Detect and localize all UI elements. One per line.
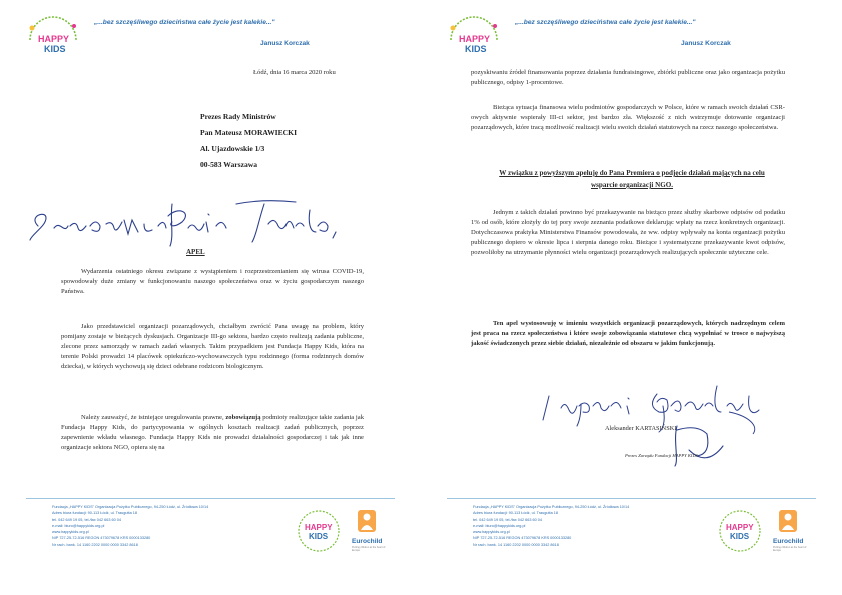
- eurochild-tagline: Putting children at the heart of Europe: [352, 546, 386, 552]
- footer-happy-kids-logo: [296, 508, 342, 554]
- paragraph-3-text-b: podmioty realizujące takie zadania jak Fundacja Happy Kids, do partycypowania w ogólnych kosztach realizacji zadań publicznych, poprzez zapewnienie wkładu własnego. Fundacja Happy Kids nie prowadzi działalności gospodarczej i tak jak inne organizacje sektora NGO, opiera się na: [61, 414, 364, 452]
- p2-paragraph-3: Jednym z takich działań powinno być przekazywanie na bieżąco przez służby skarbowe odpisów od podatku 1% od osób, które złożyły do tej pory swoje zeznania podatkowe deklarując wpłaty na rzecz konkretnych organizacji. Dotychczasowa praktyka Ministerstwa Finansów powodowała, że ww. odpisy wpływały na konta organizacji pożytku publicznego dopiero w okresie lipca i sierpnia danego roku. Bieżące i systematyczne przekazywanie kwot odpisów, pozwoliłoby na utrzymanie płynności wielu organizacji pozarządowych realizujących społecznie użyteczne cele.: [471, 209, 785, 257]
- footer-line-3: tel. 042 649 19 05, tel./fax 042 663 60 04: [473, 517, 543, 522]
- paragraph-1: Wydarzenia ostatniego okresu związane z wystąpieniem i rozprzestrzenianiem się wirusa COVID-19, spowodowały duże zmiany w funkcjonowaniu naszego społeczeństwa oraz w życiu gospodarczym naszego Państwa.: [61, 268, 364, 296]
- recipient-line-1: Prezes Rady Ministrów: [200, 112, 276, 121]
- header-motto: „...bez szczęśliwego dzieciństwa całe życie jest kalekie...": [94, 19, 275, 26]
- letter-page-2: [421, 0, 842, 595]
- footer-line-1: Fundacja „HAPPY KIDS" Organizacja Pożytku Publicznego, 94-250 Łódź, ul. Źródłowa 10/14: [52, 505, 209, 509]
- svg-text:KIDS: KIDS: [465, 44, 487, 54]
- svg-text:KIDS: KIDS: [730, 532, 750, 541]
- eurochild-name: Eurochild: [352, 538, 383, 545]
- appeal-title: APEL: [186, 248, 205, 256]
- header-author: Janusz Korczak: [260, 40, 310, 47]
- eurochild-tagline: Putting children at the heart of Europe: [773, 546, 807, 552]
- svg-text:HAPPY: HAPPY: [305, 523, 333, 532]
- footer-line-4: e-mail: biuro@happykids.org.pl: [473, 523, 526, 528]
- footer-line-6: NIP 727-25-72-516 REGON 473079678 KRS 0000133280: [473, 536, 572, 541]
- paragraph-3: [61, 413, 364, 453]
- p2-paragraph-4: Ten apel wystosowuję w imieniu wszystkich organizacji pozarządowych, których nadrzędnym celem jest praca na rzecz społeczeństwa i które swoje zobowiązania statutowe chcą wypełniać w trosce o najwyższą jakość świadczonych przez siebie działań, niezależnie od obszaru w jakim funkcjonują.: [471, 320, 785, 348]
- eurochild-logo: [773, 508, 813, 554]
- footer-happy-kids-logo: [717, 508, 763, 554]
- footer-line-5: www.happykids.org.pl: [52, 530, 89, 535]
- recipient-line-3: Al. Ujazdowskie 1/3: [200, 144, 265, 153]
- footer-contact: [52, 504, 292, 548]
- footer-line-6: NIP 727-25-72-516 REGON 473079678 KRS 0000133280: [52, 536, 151, 541]
- footer-contact: [473, 504, 713, 548]
- p2-paragraph-1: pozyskiwaniu źródeł finansowania poprzez działania fundraisingowe, zbiórki publiczne oraz jako organizacja pożytku publicznego, odpisy 1-procentowe.: [471, 69, 785, 87]
- svg-text:HAPPY: HAPPY: [38, 34, 70, 44]
- eurochild-logo: [352, 508, 392, 554]
- letter-date: Łódź, dnia 16 marca 2020 roku: [253, 69, 336, 76]
- svg-text:KIDS: KIDS: [44, 44, 66, 54]
- recipient-line-4: 00-583 Warszawa: [200, 160, 258, 169]
- happy-kids-logo: [445, 14, 503, 58]
- eurochild-mark-icon: [777, 508, 799, 534]
- paragraph-2: Jako przedstawiciel organizacji pozarządowych, chciałbym zwrócić Pana uwagę na problem, który pomijany zostaje w bieżących dyskusjach. Organizacje III-go sektora, bardzo często realizują zadania publiczne, zlecone przez samorządy w ramach zadań własnych. Takim przypadkiem jest Fundacja Happy Kids, która na terenie Polski prowadzi 14 placówek opiekuńczo-wychowawczych typu rodzinnego (forma rodzinnych domów dziecka), w których wychowują się dzieci odebrane rodzicom biologicznym.: [61, 323, 364, 371]
- paragraph-3-emphasis: zobowiązują: [225, 414, 261, 421]
- footer-line-4: e-mail: biuro@happykids.org.pl: [52, 523, 105, 528]
- paragraph-3-text-a: Należy zauważyć, że istniejące uregulowania prawne,: [81, 414, 226, 421]
- svg-text:KIDS: KIDS: [309, 532, 329, 541]
- handwritten-signature: [669, 420, 729, 470]
- p2-heading: W związku z powyższym apeluję do Pana Premiera o podjęcie działań mających na celu wsparcie organizacji NGO.: [499, 169, 765, 189]
- svg-text:HAPPY: HAPPY: [459, 34, 491, 44]
- footer-line-2: Adres biura fundacji: 90-113 Łódź, ul. Traugutta 18: [473, 511, 558, 516]
- header-author: Janusz Korczak: [681, 40, 731, 47]
- footer-line-7: Nr rach. bank. 14 1160 2202 0000 0000 3342 8618: [473, 542, 559, 547]
- signer-name: Aleksander KARTASIŃSKI: [605, 425, 677, 432]
- footer-line-5: www.happykids.org.pl: [473, 530, 510, 535]
- footer-line-3: tel. 042 649 19 05, tel./fax 042 663 60 04: [52, 517, 122, 522]
- eurochild-name: Eurochild: [773, 538, 804, 545]
- footer-divider: [447, 498, 816, 499]
- signer-role: Prezes Zarządu Fundacji HAPPY KIDS: [625, 453, 699, 458]
- footer-line-1: Fundacja „HAPPY KIDS" Organizacja Pożytku Publicznego, 94-250 Łódź, ul. Źródłowa 10/14: [473, 505, 630, 509]
- p2-paragraph-2: Bieżąca sytuacja finansowa wielu podmiotów gospodarczych w Polsce, które w ramach swoich działań CSR-owych aktywnie wspierały III-ci sektor, jest bardzo zła. Większość z nich wstrzymuje dotowanie organizacji pozarządowych, które tracą możliwość realizacji wielu swoich działań statutowych na rzecz naszego społeczeństwa.: [471, 104, 785, 132]
- footer-line-7: Nr rach. bank. 14 1160 2202 0000 0000 3342 8618: [52, 542, 138, 547]
- handwritten-salutation: [24, 196, 354, 256]
- svg-text:HAPPY: HAPPY: [726, 523, 754, 532]
- footer-divider: [26, 498, 395, 499]
- eurochild-mark-icon: [356, 508, 378, 534]
- happy-kids-logo: [24, 14, 82, 58]
- header-motto: „...bez szczęśliwego dzieciństwa całe życie jest kalekie...": [515, 19, 696, 26]
- footer-line-2: Adres biura fundacji: 90-113 Łódź, ul. Traugutta 18: [52, 511, 137, 516]
- recipient-line-2: Pan Mateusz MORAWIECKI: [200, 128, 298, 137]
